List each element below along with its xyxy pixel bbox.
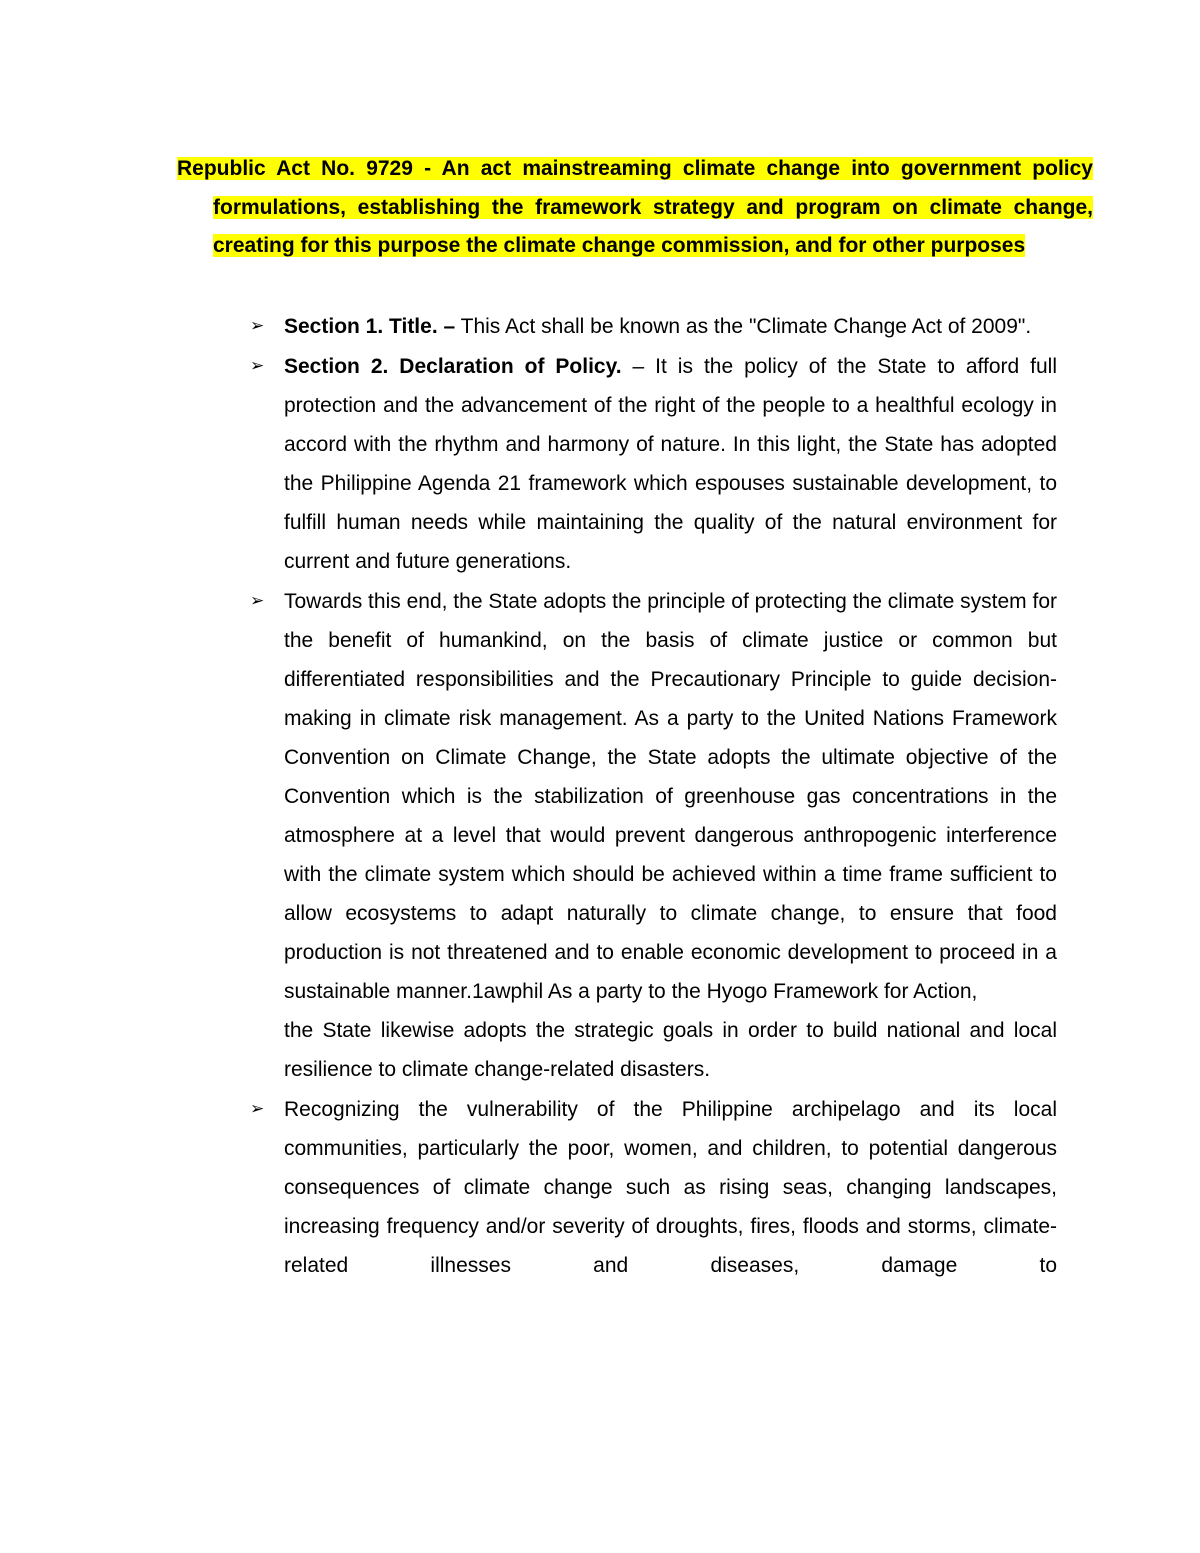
act-title-text: Republic Act No. 9729 - An act mainstreaming climate change into government policy formulations, establishing the framework strategy and program on climate change, creating for this purpose the climate change commission, and for other purposes	[177, 157, 1093, 257]
section-list	[250, 307, 1057, 1286]
vulnerability-paragraph-item	[250, 1090, 1057, 1285]
arrow-bullet-icon: ➢	[250, 356, 265, 376]
policy-paragraph-continuation: the State likewise adopts the strategic goals in order to build national and local resilience to climate change-related disasters.	[284, 1019, 1057, 1081]
policy-paragraph: Towards this end, the State adopts the principle of protecting the climate system for the benefit of humankind, on the basis of climate justice or common but differentiated responsibilities and the Precautionary Principle to guide decision-making in climate risk management. As a party to the United Nations Framework Convention on Climate Change, the State adopts the ultimate objective of the Convention which is the stabilization of greenhouse gas concentrations in the atmosphere at a level that would prevent dangerous anthropogenic interference with the climate system which should be achieved within a time frame sufficient to allow ecosystems to adapt naturally to climate change, to ensure that food production is not threatened and to enable economic development to proceed in a sustainable manner.1awphil As a party to the Hyogo Framework for Action,	[284, 590, 1057, 1003]
section-1-paragraph	[284, 307, 1057, 346]
vulnerability-paragraph: Recognizing the vulnerability of the Philippine archipelago and its local communities, particularly the poor, women, and children, to potential dangerous consequences of climate change such as rising seas, changing landscapes, increasing frequency and/or severity of droughts, fires, floods and storms, climate-related illnesses and diseases, damage to	[284, 1098, 1057, 1277]
section-1-body: This Act shall be known as the "Climate Change Act of 2009".	[455, 315, 1032, 338]
section-2-paragraph	[284, 347, 1057, 581]
act-title	[177, 150, 1093, 266]
section-2-body: – It is the policy of the State to afford full protection and the advancement of the right of the people to a healthful ecology in accord with the rhythm and harmony of nature. In this light, the State has adopted the Philippine Agenda 21 framework which espouses sustainable development, to fulfill human needs while maintaining the quality of the natural environment for current and future generations.	[284, 355, 1058, 573]
policy-paragraph-item	[250, 582, 1057, 1089]
arrow-bullet-icon: ➢	[250, 591, 265, 611]
section-2-item	[250, 347, 1057, 581]
section-1-item	[250, 307, 1057, 346]
section-2-heading: Section 2. Declaration of Policy.	[284, 355, 622, 378]
arrow-bullet-icon: ➢	[250, 316, 265, 336]
section-1-heading: Section 1. Title. –	[284, 315, 456, 338]
arrow-bullet-icon: ➢	[250, 1099, 265, 1119]
